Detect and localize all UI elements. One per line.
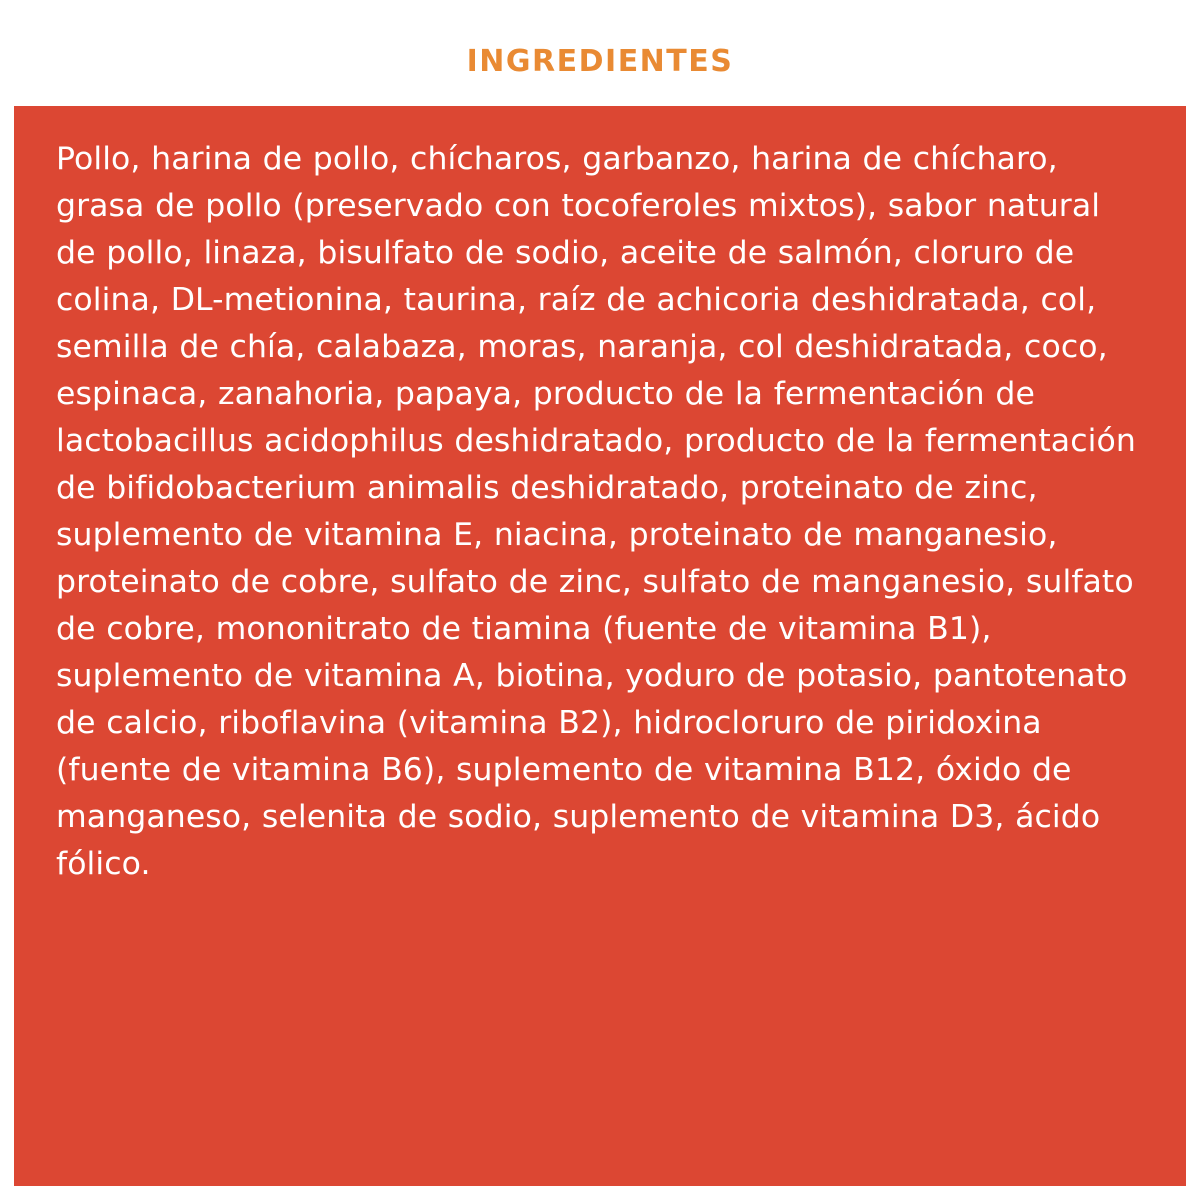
ingredients-panel	[14, 106, 1186, 1186]
ingredients-list-text: Pollo, harina de pollo, chícharos, garbanzo, harina de chícharo, grasa de pollo (preservado con tocoferoles mixtos), sabor natural de pollo, linaza, bisulfato de sodio, aceite de salmón, cloruro de colina, DL-metionina, taurina, raíz de achicoria deshidratada, col, semilla de chía, calabaza, moras, naranja, col deshidratada, coco, espinaca, zanahoria, papaya, producto de la fermentación de lactobacillus acidophilus deshidratado, producto de la fermentación de bifidobacterium animalis deshidratado, proteinato de zinc, suplemento de vitamina E, niacina, proteinato de manganesio, proteinato de cobre, sulfato de zinc, sulfato de manganesio, sulfato de cobre, mononitrato de tiamina (fuente de vitamina B1), suplemento de vitamina A, biotina, yoduro de potasio, pantotenato de calcio, riboflavina (vitamina B2), hidrocloruro de piridoxina (fuente de vitamina B6), suplemento de vitamina B12, óxido de manganeso, selenita de sodio, suplemento de vitamina D3, ácido fólico.	[56, 141, 1136, 882]
page-title: INGREDIENTES	[466, 44, 734, 79]
